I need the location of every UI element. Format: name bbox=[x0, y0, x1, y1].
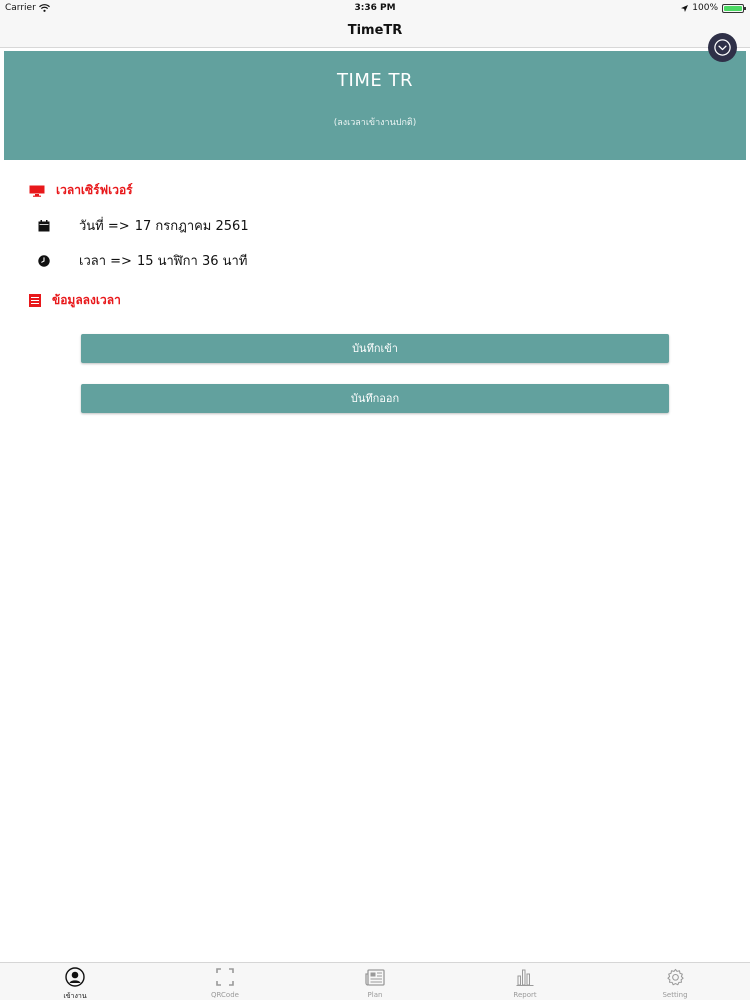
record-heading-label: ข้อมูลลงเวลา bbox=[52, 293, 121, 307]
server-date-row bbox=[38, 215, 249, 236]
tab-plan[interactable] bbox=[300, 967, 450, 999]
status-bar bbox=[0, 0, 750, 16]
nav-title: TimeTR bbox=[347, 23, 403, 38]
collapse-header-button[interactable] bbox=[708, 33, 737, 62]
time-value: 15 นาฬิกา 36 นาที bbox=[136, 254, 248, 269]
list-icon bbox=[29, 294, 41, 307]
tab-qrcode[interactable] bbox=[150, 967, 300, 999]
clock-icon bbox=[38, 255, 50, 267]
tab-check-in[interactable] bbox=[0, 967, 150, 1000]
server-time-heading bbox=[29, 181, 133, 200]
tab-plan-label: Plan bbox=[367, 991, 383, 999]
tab-qrcode-label: QRCode bbox=[211, 991, 239, 999]
record-heading bbox=[29, 291, 121, 310]
status-time: 3:36 PM bbox=[354, 3, 396, 13]
banner-subtitle: (ลงเวลาเข้างานปกติ) bbox=[333, 118, 417, 128]
newspaper-icon bbox=[365, 969, 385, 986]
tab-check-in-label: เข้างาน bbox=[63, 992, 87, 1000]
monitor-icon bbox=[29, 185, 45, 197]
tab-report[interactable] bbox=[450, 967, 600, 999]
server-time-heading-label: เวลาเซิร์ฟเวอร์ bbox=[56, 183, 133, 197]
user-icon bbox=[65, 967, 85, 987]
location-arrow-icon bbox=[681, 5, 688, 12]
carrier-label: Carrier bbox=[5, 3, 36, 13]
chevron-down-circle-icon bbox=[713, 38, 732, 57]
tab-bar bbox=[0, 962, 750, 1000]
battery-percent: 100% bbox=[692, 3, 718, 13]
banner-title: TIME TR bbox=[337, 70, 413, 91]
navigation-bar bbox=[0, 16, 750, 48]
date-label: วันที่ => bbox=[79, 219, 130, 234]
tab-setting[interactable] bbox=[600, 967, 750, 999]
header-banner bbox=[4, 51, 746, 160]
calendar-icon bbox=[38, 220, 50, 232]
tab-report-label: Report bbox=[513, 991, 537, 999]
check-in-button[interactable]: บันทึกเข้า bbox=[81, 334, 669, 363]
time-label: เวลา => bbox=[79, 254, 132, 269]
gear-icon bbox=[666, 968, 685, 987]
battery-icon bbox=[722, 4, 744, 13]
check-out-button[interactable]: บันทึกออก bbox=[81, 384, 669, 413]
tab-setting-label: Setting bbox=[662, 991, 688, 999]
server-time-row bbox=[38, 250, 247, 271]
date-value: 17 กรกฎาคม 2561 bbox=[134, 219, 249, 234]
status-right bbox=[681, 3, 744, 13]
bar-chart-icon bbox=[516, 968, 534, 986]
qrcode-scan-icon bbox=[216, 968, 234, 986]
